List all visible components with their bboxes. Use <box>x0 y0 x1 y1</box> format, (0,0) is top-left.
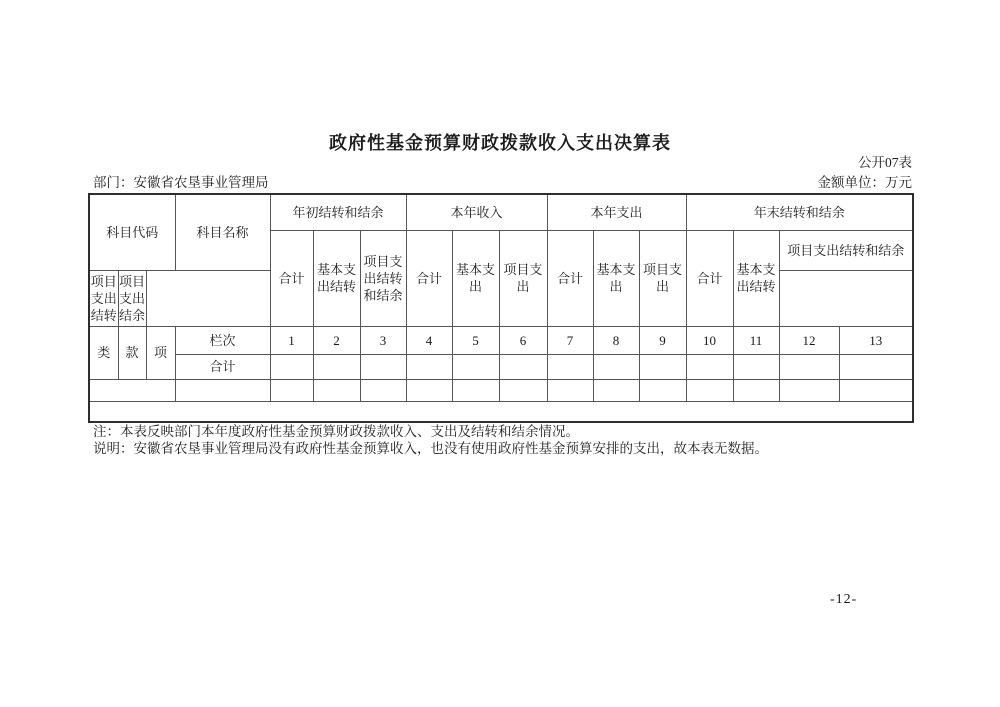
data-cell <box>686 379 733 401</box>
data-cell <box>499 354 547 379</box>
lane-number: 1 <box>270 326 313 354</box>
lane-number: 3 <box>360 326 406 354</box>
data-cell <box>406 354 452 379</box>
data-cell <box>686 354 733 379</box>
header-code-section: 款 <box>118 326 146 379</box>
header-subcol-expense-basic: 基本支出 <box>593 230 639 326</box>
data-cell <box>270 379 313 401</box>
header-subcol-expense-total: 合计 <box>547 230 593 326</box>
data-cell <box>360 379 406 401</box>
lane-row-label: 栏次 <box>175 326 270 354</box>
data-cell <box>270 354 313 379</box>
header-subcol-opening-basic-carryover: 基本支出结转 <box>313 230 360 326</box>
empty-name-cell <box>175 379 270 401</box>
header-subcol-expense-project: 项目支出 <box>639 230 686 326</box>
data-cell <box>452 379 499 401</box>
form-code-label: 公开07表 <box>858 155 912 170</box>
data-cell <box>406 379 452 401</box>
data-cell <box>360 354 406 379</box>
data-cell <box>313 379 360 401</box>
amount-unit-label: 金额单位：万元 <box>817 175 912 190</box>
header-subcol-yearend-total: 合计 <box>686 230 733 326</box>
header-group-yearend-balance: 年末结转和结余 <box>686 194 913 230</box>
header-group-opening-balance: 年初结转和结余 <box>270 194 406 230</box>
lane-number: 2 <box>313 326 360 354</box>
lane-number: 8 <box>593 326 639 354</box>
page-title: 政府性基金预算财政拨款收入支出决算表 <box>329 133 671 153</box>
lane-number: 10 <box>686 326 733 354</box>
total-row-label: 合计 <box>175 354 270 379</box>
lane-number: 13 <box>839 326 913 354</box>
lane-number: 11 <box>733 326 779 354</box>
empty-code-cell <box>89 379 175 401</box>
data-cell <box>593 354 639 379</box>
data-cell <box>499 379 547 401</box>
header-subcol-opening-project-carryover: 项目支出结转和结余 <box>360 230 406 326</box>
data-cell <box>547 354 593 379</box>
data-cell <box>593 379 639 401</box>
header-group-current-expenditure: 本年支出 <box>547 194 686 230</box>
footer-merged-cell <box>89 401 913 422</box>
header-code-item: 项 <box>146 326 175 379</box>
header-subject-code: 科目代码 <box>89 194 175 270</box>
header-nested-project-carryover-group: 项目支出结转和结余 <box>779 230 913 270</box>
lane-number: 9 <box>639 326 686 354</box>
header-subcol-income-project: 项目支出 <box>499 230 547 326</box>
data-cell <box>733 379 779 401</box>
lane-number: 5 <box>452 326 499 354</box>
header-subcol-yearend-project-carryover: 项目支出结转 <box>89 270 118 326</box>
header-subcol-opening-total: 合计 <box>270 230 313 326</box>
header-code-class: 类 <box>89 326 118 379</box>
page-number: -12- <box>830 592 858 607</box>
data-cell <box>547 379 593 401</box>
header-subcol-income-basic: 基本支出 <box>452 230 499 326</box>
header-subject-name: 科目名称 <box>175 194 270 270</box>
data-cell <box>313 354 360 379</box>
lane-number: 12 <box>779 326 839 354</box>
data-cell <box>839 354 913 379</box>
header-group-current-income: 本年收入 <box>406 194 547 230</box>
header-subcol-yearend-basic-carryover: 基本支出结转 <box>733 230 779 326</box>
header-subcol-income-total: 合计 <box>406 230 452 326</box>
notes-block <box>93 424 930 457</box>
meta-row <box>93 171 912 191</box>
note-line: 注：本表反映部门本年度政府性基金预算财政拨款收入、支出及结转和结余情况。 <box>93 424 579 439</box>
data-cell <box>452 354 499 379</box>
data-cell <box>639 379 686 401</box>
data-cell <box>639 354 686 379</box>
department-label: 部门：安徽省农垦事业管理局 <box>93 175 269 190</box>
header-subcol-yearend-project-surplus: 项目支出结余 <box>118 270 146 326</box>
data-cell <box>733 354 779 379</box>
data-cell <box>779 354 839 379</box>
budget-table <box>88 193 914 423</box>
explanation-line: 说明：安徽省农垦事业管理局没有政府性基金预算收入，也没有使用政府性基金预算安排的支出，故本表无数据。 <box>93 440 768 456</box>
data-cell <box>839 379 913 401</box>
data-cell <box>779 379 839 401</box>
lane-number: 7 <box>547 326 593 354</box>
lane-number: 6 <box>499 326 547 354</box>
lane-number: 4 <box>406 326 452 354</box>
